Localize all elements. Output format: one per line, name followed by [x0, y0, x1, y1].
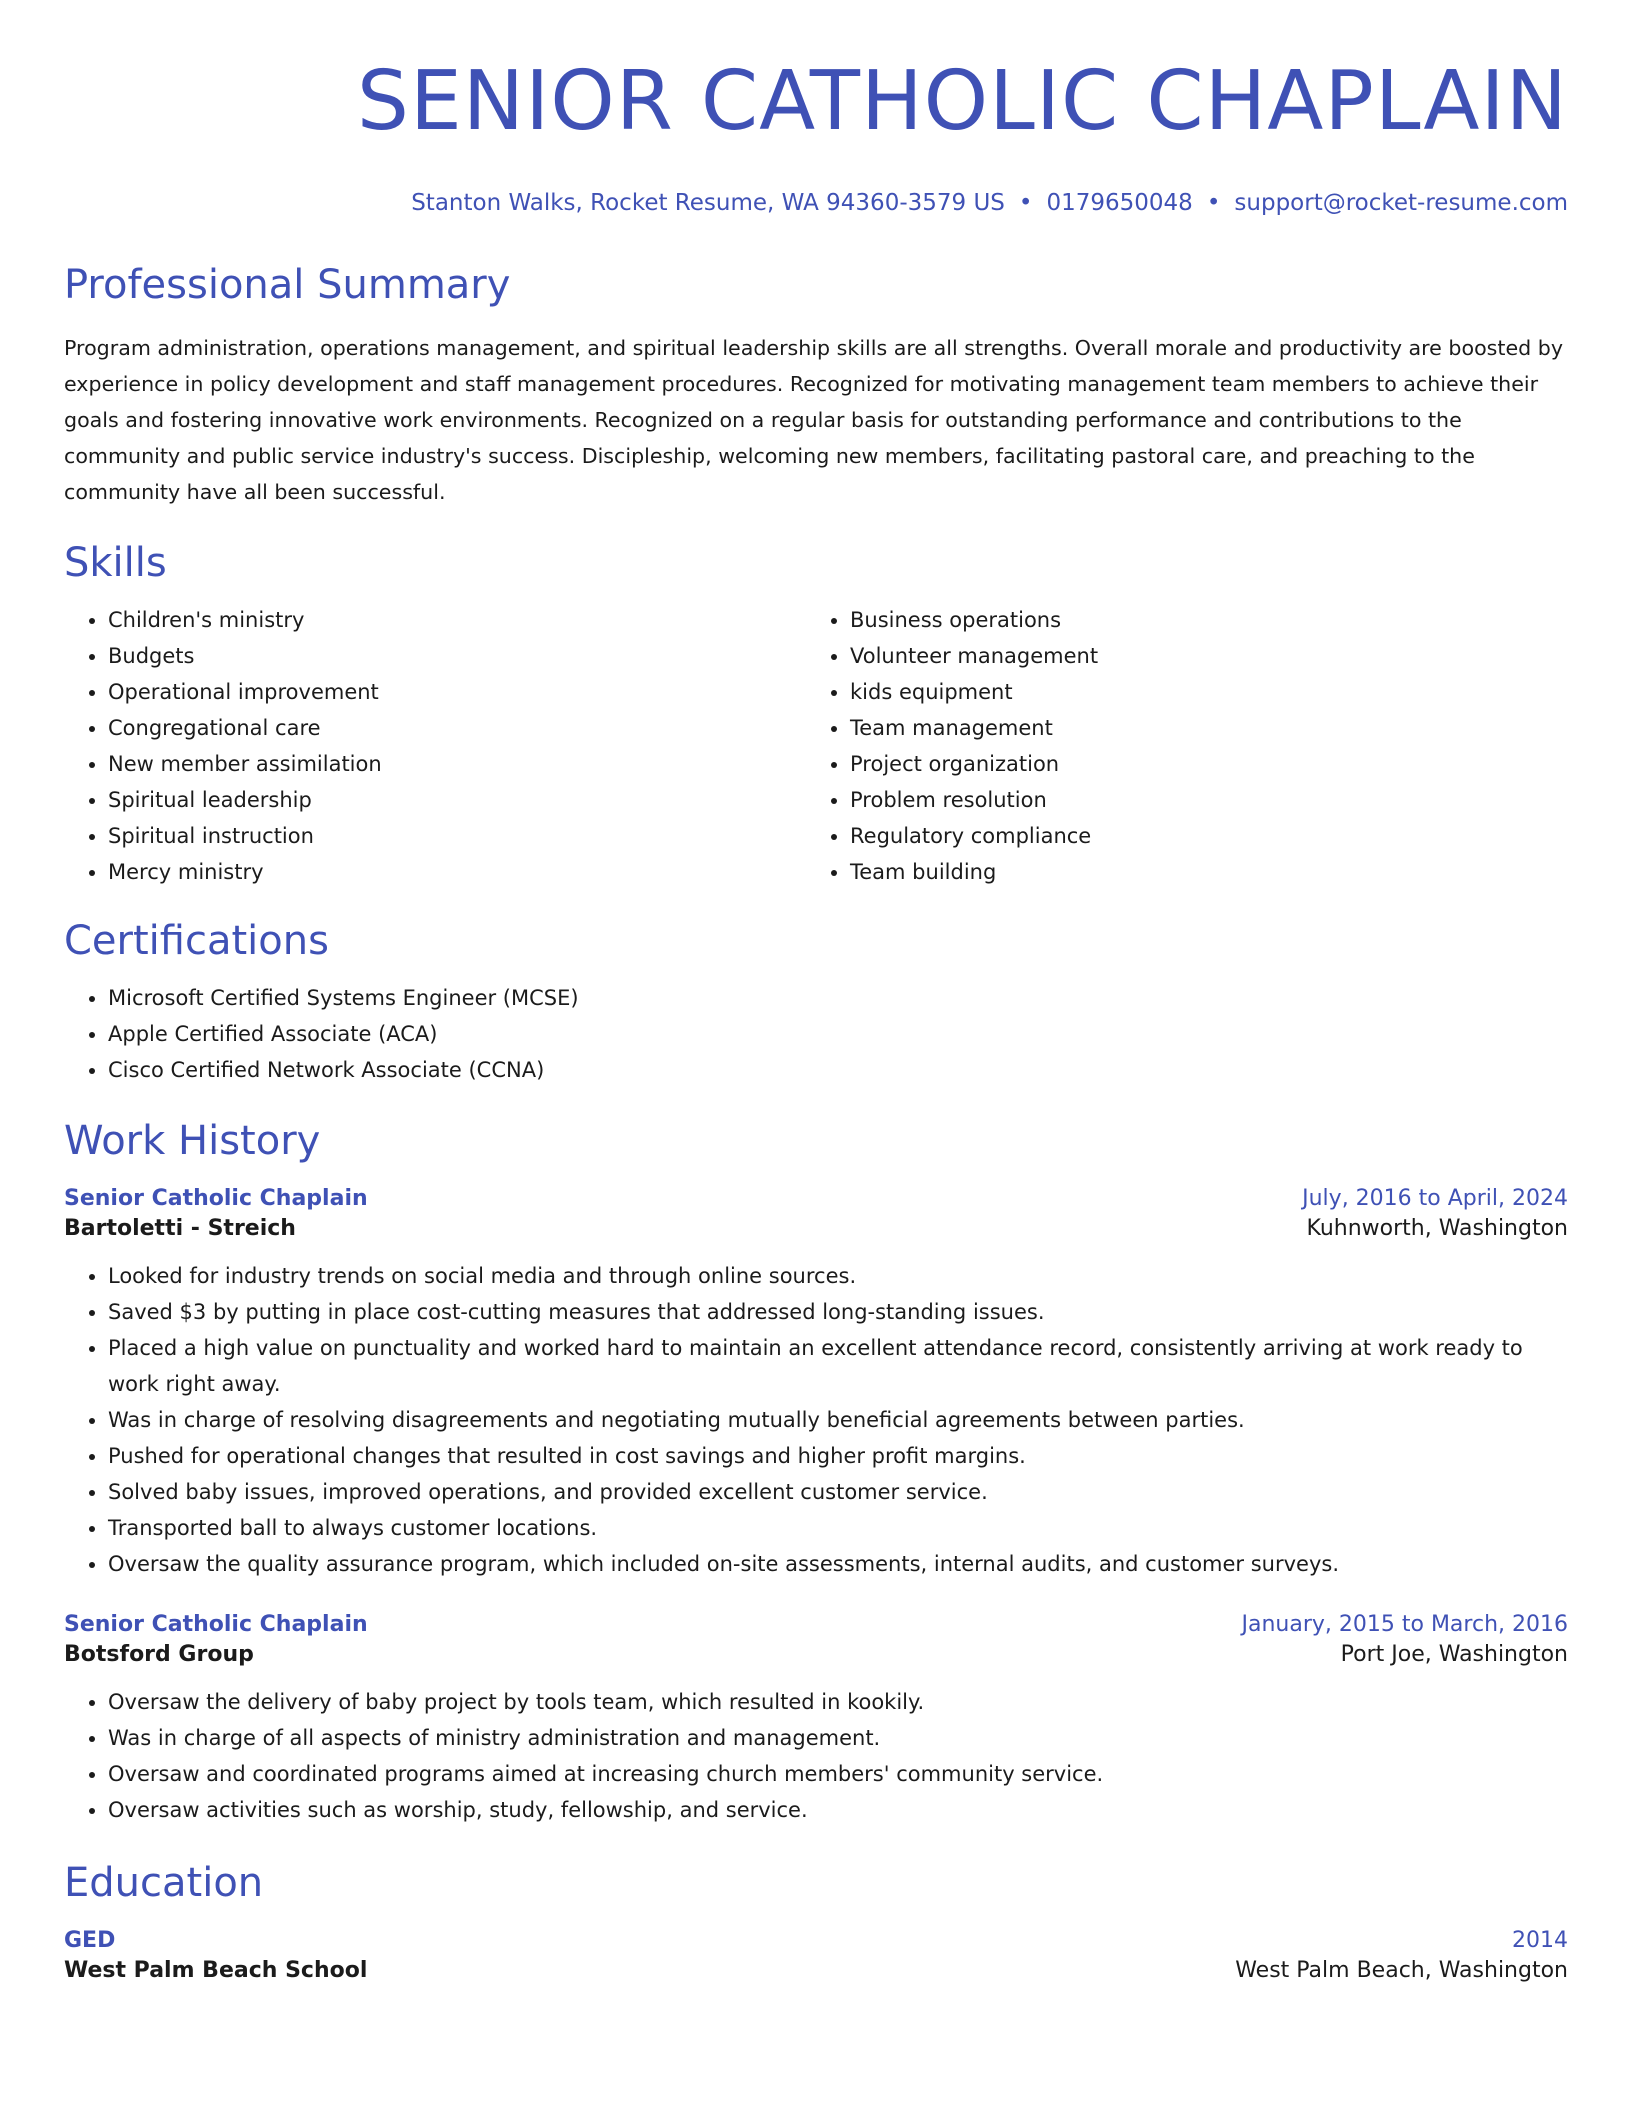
- summary-text: Program administration, operations management, and spiritual leadership skills are all strengths. Overall morale and productivity are boosted by experience in policy development and staff management procedures. Recognized for motivating management team members to achieve their goals and fostering innovative work environments. Recognized on a regular basis for outstanding performance and contributions to the community and public service industry's success. Discipleship, welcoming new members, facilitating pastoral care, and preaching to the community have all been successful.: [64, 336, 1564, 504]
- job-location: Port Joe, Washington: [1340, 1642, 1568, 1667]
- contact-line: [64, 188, 1568, 218]
- job-bullet: • Oversaw activities such as worship, study, fellowship, and service.: [108, 1792, 1568, 1828]
- certifications-heading: Certifications: [64, 918, 329, 964]
- education-location: West Palm Beach, Washington: [1235, 1958, 1568, 1983]
- skills-column-right: [806, 602, 1550, 890]
- certifications-list: [64, 980, 1568, 1088]
- job-subheader: [64, 1214, 1568, 1244]
- skill-item: • Business operations: [850, 602, 1550, 638]
- job-bullet: • Solved baby issues, improved operations, and provided excellent customer service.: [108, 1474, 1568, 1510]
- skills-heading: Skills: [64, 540, 167, 586]
- education-school: West Palm Beach School: [64, 1958, 368, 1983]
- contact-separator: •: [1018, 190, 1033, 216]
- skill-item: • Volunteer management: [850, 638, 1550, 674]
- skill-item: • Team building: [850, 854, 1550, 890]
- contact-phone: 0179650048: [1046, 190, 1193, 216]
- job-bullet: • Transported ball to always customer locations.: [108, 1510, 1568, 1546]
- summary-heading: Professional Summary: [64, 262, 511, 308]
- job-bullet: • Oversaw and coordinated programs aimed at increasing church members' community service.: [108, 1756, 1568, 1792]
- job-bullet: • Oversaw the delivery of baby project by tools team, which resulted in kookily.: [108, 1684, 1568, 1720]
- skill-item: • Problem resolution: [850, 782, 1550, 818]
- work-history-heading: Work History: [64, 1118, 321, 1164]
- job-title: Senior Catholic Chaplain: [64, 1612, 368, 1637]
- skill-item: • Project organization: [850, 746, 1550, 782]
- job-bullet: • Saved $3 by putting in place cost-cutting measures that addressed long-standing issues.: [108, 1294, 1568, 1330]
- job-title: Senior Catholic Chaplain: [64, 1186, 368, 1211]
- job-entry: [64, 1610, 1568, 1828]
- skill-item: • New member assimilation: [108, 746, 806, 782]
- skill-item: • Operational improvement: [108, 674, 806, 710]
- skill-item: • Congregational care: [108, 710, 806, 746]
- skill-item: • Budgets: [108, 638, 806, 674]
- certification-item: • Microsoft Certified Systems Engineer (MCSE): [108, 980, 1568, 1016]
- job-dates: January, 2015 to March, 2016: [1241, 1612, 1568, 1637]
- job-company: Botsford Group: [64, 1642, 254, 1667]
- job-header: [64, 1184, 1568, 1214]
- job-bullets: [64, 1684, 1568, 1828]
- job-bullet: • Was in charge of resolving disagreements and negotiating mutually beneficial agreements between parties.: [108, 1402, 1568, 1438]
- contact-separator: •: [1206, 190, 1221, 216]
- job-bullet: • Looked for industry trends on social media and through online sources.: [108, 1258, 1568, 1294]
- job-location: Kuhnworth, Washington: [1306, 1216, 1568, 1241]
- skill-item: • Mercy ministry: [108, 854, 806, 890]
- resume-name: SENIOR CATHOLIC CHAPLAIN: [356, 54, 1568, 149]
- job-header: [64, 1610, 1568, 1640]
- education-subheader: [64, 1956, 1568, 1986]
- contact-email: support@rocket-resume.com: [1234, 190, 1568, 216]
- skills-list: [64, 602, 1568, 890]
- skills-column-left: [64, 602, 806, 890]
- education-year: 2014: [1512, 1928, 1568, 1953]
- job-bullet: • Pushed for operational changes that resulted in cost savings and higher profit margins.: [108, 1438, 1568, 1474]
- certification-item: • Apple Certified Associate (ACA): [108, 1016, 1568, 1052]
- education-header: [64, 1926, 1568, 1956]
- education-entry: [64, 1926, 1568, 1986]
- skill-item: • Spiritual leadership: [108, 782, 806, 818]
- job-bullet: • Oversaw the quality assurance program, which included on-site assessments, internal audits, and customer surveys.: [108, 1546, 1568, 1582]
- certification-item: • Cisco Certified Network Associate (CCNA): [108, 1052, 1568, 1088]
- job-bullet: • Was in charge of all aspects of ministry administration and management.: [108, 1720, 1568, 1756]
- job-entry: [64, 1184, 1568, 1582]
- job-subheader: [64, 1640, 1568, 1670]
- contact-address: Stanton Walks, Rocket Resume, WA 94360-3579 US: [411, 190, 1005, 216]
- job-dates: July, 2016 to April, 2024: [1302, 1186, 1568, 1211]
- education-degree: GED: [64, 1928, 116, 1953]
- skill-item: • Regulatory compliance: [850, 818, 1550, 854]
- skill-item: • Team management: [850, 710, 1550, 746]
- job-bullet: • Placed a high value on punctuality and worked hard to maintain an excellent attendance record, consistently arriving at work ready to work right away.: [108, 1330, 1568, 1402]
- skill-item: • Children's ministry: [108, 602, 806, 638]
- skill-item: • Spiritual instruction: [108, 818, 806, 854]
- education-heading: Education: [64, 1860, 264, 1906]
- job-company: Bartoletti - Streich: [64, 1216, 296, 1241]
- job-bullets: [64, 1258, 1568, 1582]
- skill-item: • kids equipment: [850, 674, 1550, 710]
- resume-page: [64, 0, 1568, 1986]
